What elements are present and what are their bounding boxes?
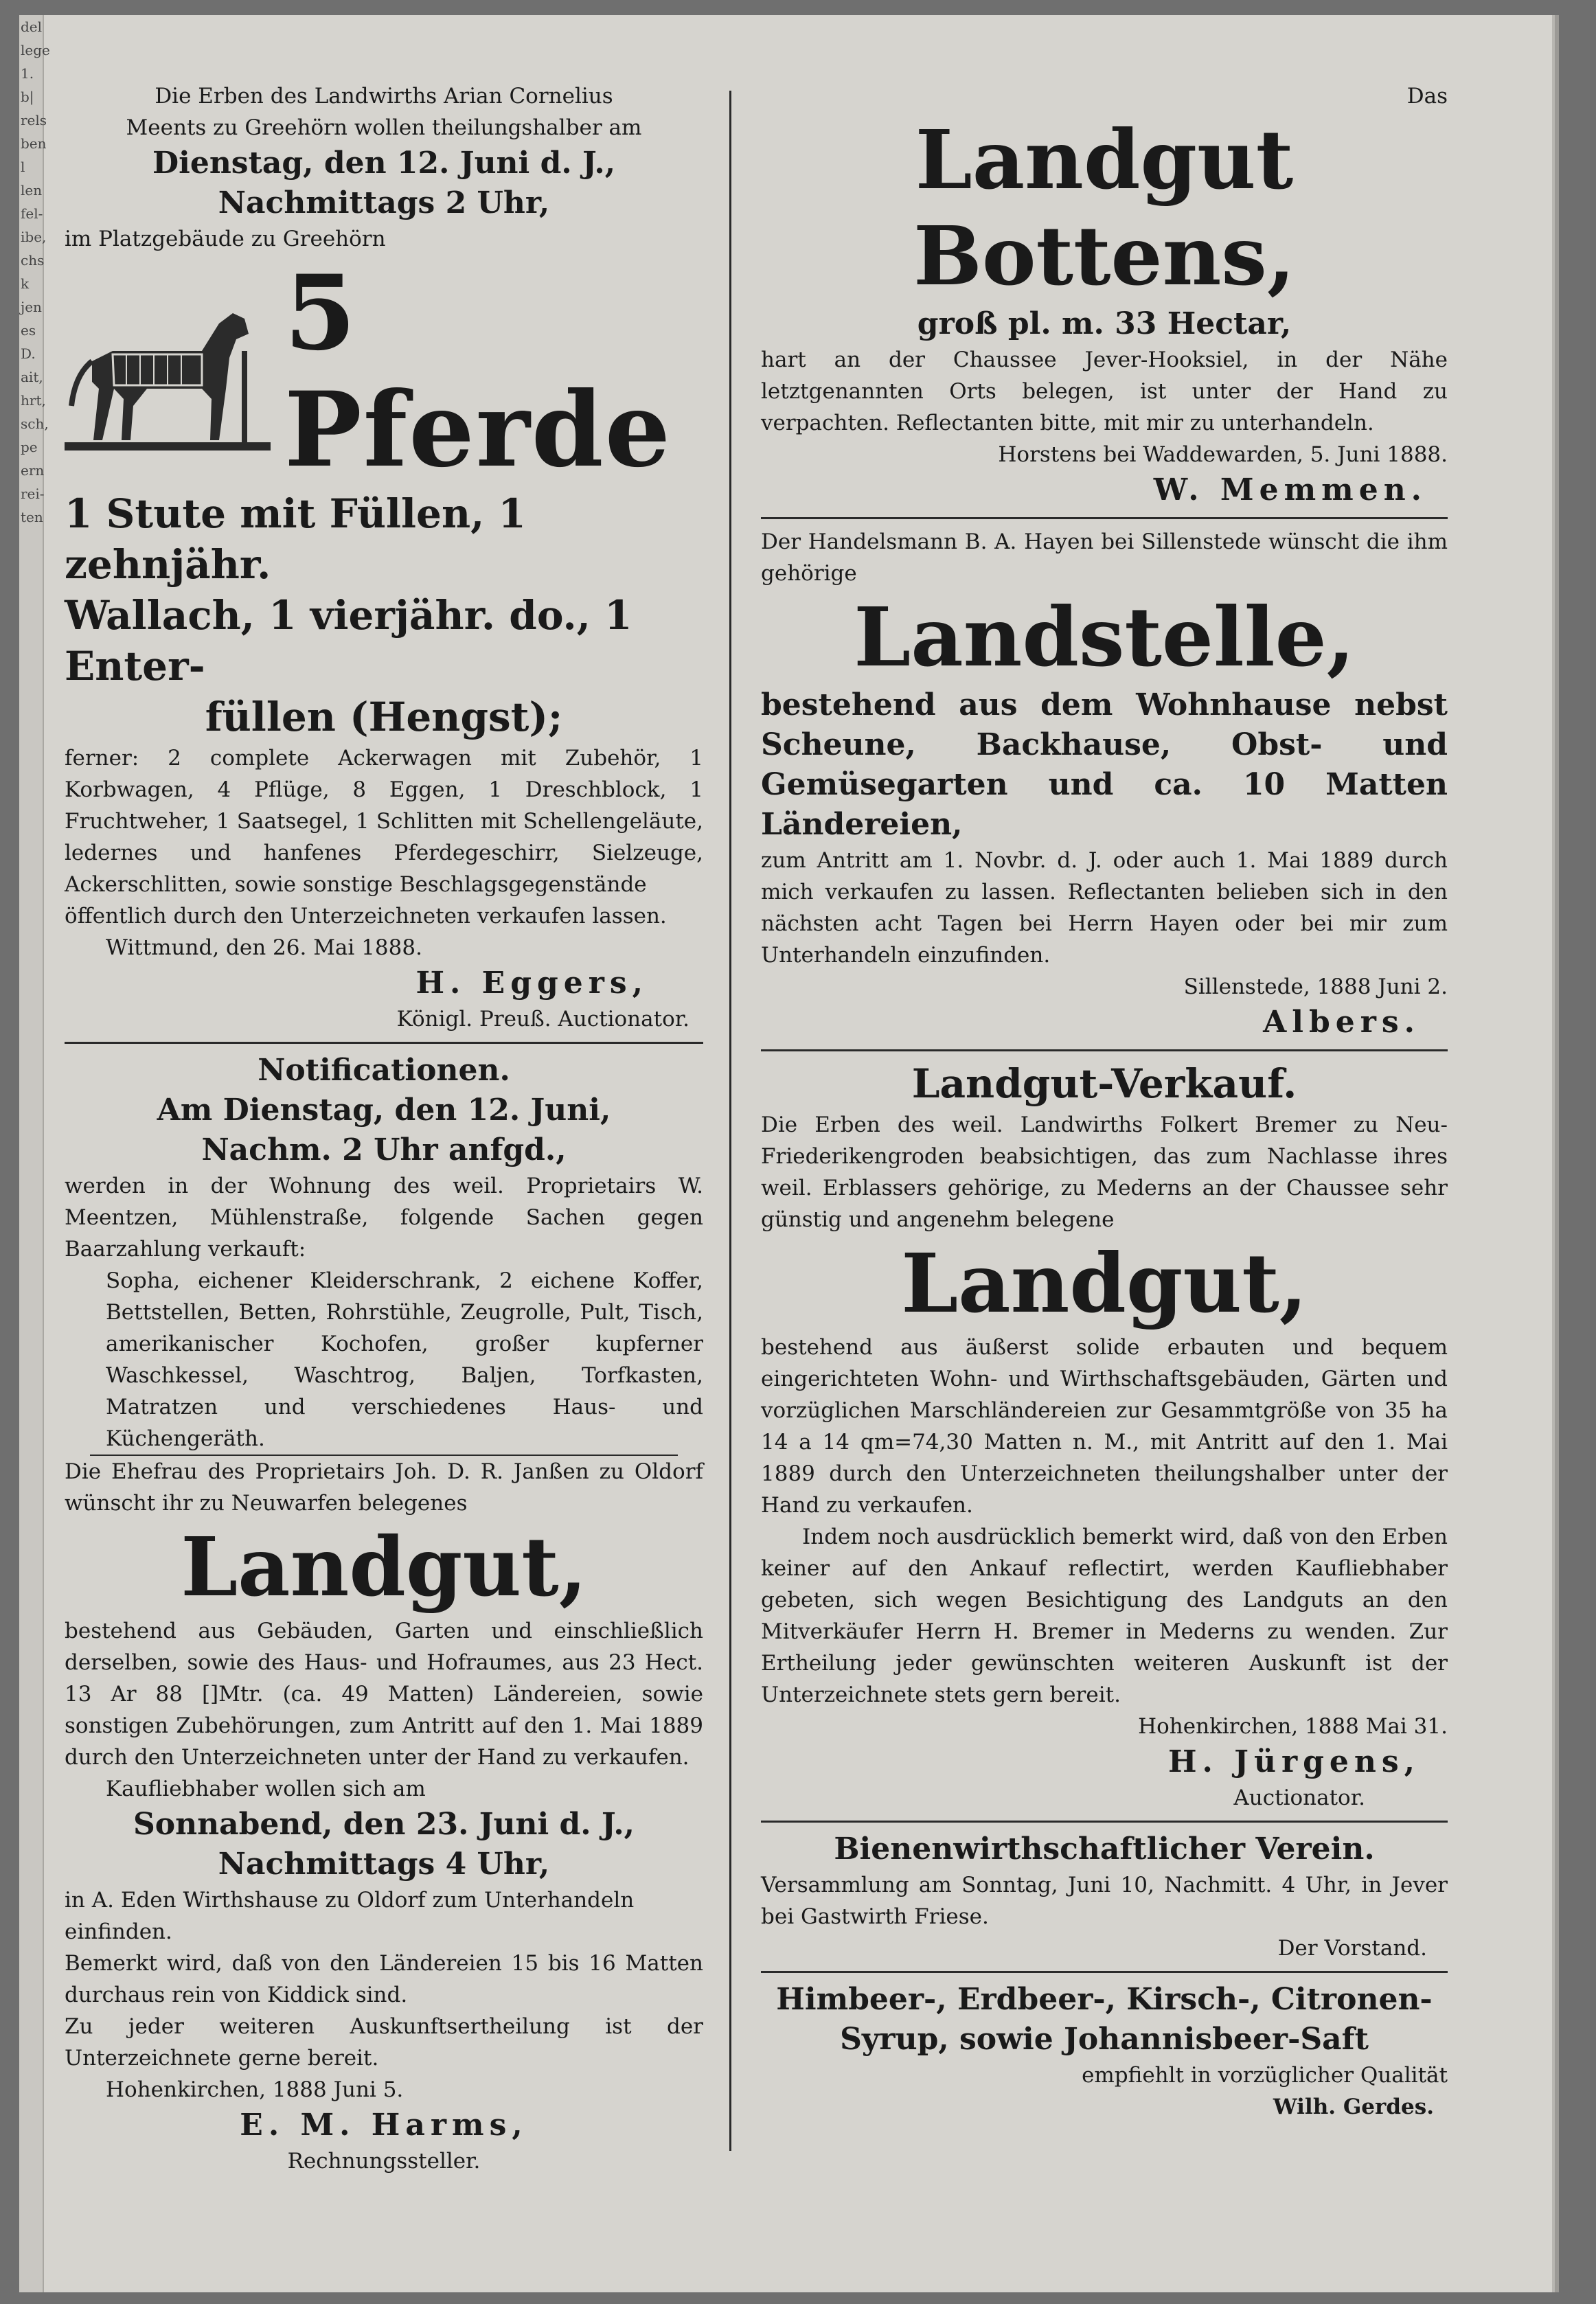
ad-kauf: Kaufliebhaber wollen sich am <box>106 1777 426 1801</box>
strip-text: l <box>21 159 25 175</box>
strip-text: ten <box>21 509 43 525</box>
adjacent-page-strip <box>19 15 50 2292</box>
strip-text: ait, <box>21 369 43 385</box>
ad-headline: Syrup, sowie Johannisbeer-Saft <box>840 2022 1369 2057</box>
strip-text: del <box>21 19 43 35</box>
ad-intro: Der Handelsmann B. A. Hayen bei Sillenstede wünscht die ihm gehörige <box>761 529 1448 586</box>
ad-headline: Landstelle, <box>854 589 1355 685</box>
section-heading: Bienenwirthschaftlicher Verein. <box>834 1832 1375 1867</box>
ad-note: Bemerkt wird, daß von den Ländereien 15 bis 16 Matten durchaus rein von Kiddick sind. <box>65 1951 703 2007</box>
ad-body: empfiehlt in vorzüglicher Qualität <box>1082 2063 1448 2088</box>
strip-text: ibe, <box>21 229 47 245</box>
ad-headline: Himbeer-, Erdbeer-, Kirsch-, Citronen- <box>776 1982 1433 2017</box>
ad-divider <box>65 1042 703 1044</box>
strip-text: chs <box>21 252 45 269</box>
ad-place: im Platzgebäude zu Greehörn <box>65 227 386 251</box>
horse-icon <box>65 286 271 457</box>
strip-text: pe <box>21 439 38 455</box>
ad-intro: Die Ehefrau des Proprietairs Joh. D. R. Janßen zu Oldorf wünscht ihr zu Neuwarfen belegenes <box>65 1459 703 1516</box>
ad-signer-title: Auctionator. <box>1233 1786 1365 1810</box>
ad-dateline: Hohenkirchen, 1888 Mai 31. <box>1138 1714 1448 1739</box>
ad-body: Versammlung am Sonntag, Juni 10, Nachmitt. 4 Uhr, in Jever bei Gastwirth Friese. <box>761 1873 1448 1929</box>
strip-text: D. <box>21 345 36 362</box>
ad-animals: füllen (Hengst); <box>205 694 563 740</box>
ad-note: Zu jeder weiteren Auskunftsertheilung ist der Unterzeichnete gerne bereit. <box>65 2014 703 2071</box>
strip-text: sch, <box>21 415 49 432</box>
ad-divider <box>761 1821 1448 1823</box>
strip-text: lege <box>21 42 50 58</box>
ad-intro: Die Erben des Landwirths Arian Cornelius <box>155 84 613 109</box>
ad-signer: Wilh. Gerdes. <box>1273 2095 1434 2119</box>
ad-size: groß pl. m. 33 Hectar, <box>917 306 1292 341</box>
ad-signer: H. Jürgens, <box>1167 1744 1420 1779</box>
strip-text: rei- <box>21 486 45 502</box>
ad-headline: Landgut, <box>181 1519 587 1615</box>
ad-subheadline: bestehend aus dem Wohnhause nebst Scheune, Backhause, Obst- und Gemüsegarten und ca. 10 Matten Ländereien, <box>761 687 1448 842</box>
ad-divider <box>761 517 1448 519</box>
strip-text: hrt, <box>21 392 46 409</box>
strip-text: jen <box>21 299 42 315</box>
ad-body: werden in der Wohnung des weil. Proprietairs W. Meentzen, Mühlenstraße, folgende Sachen gegen Baarzahlung verkauft: <box>65 1174 703 1262</box>
horse-headline-row <box>65 255 703 488</box>
strip-text: es <box>21 322 36 339</box>
strip-text: rels <box>21 112 47 128</box>
ad-animals: Wallach, 1 vierjähr. do., 1 Enter- <box>65 592 632 689</box>
ad-dateline: Hohenkirchen, 1888 Juni 5. <box>106 2077 404 2102</box>
ad-pferde <box>65 80 703 1035</box>
ad-date: Am Dienstag, den 12. Juni, <box>157 1093 611 1128</box>
ad-intro: Das <box>1406 84 1448 109</box>
ad-animals: 1 Stute mit Füllen, 1 zehnjähr. <box>65 490 526 588</box>
ad-bottens <box>761 80 1448 510</box>
ad-headline: Landgut, <box>901 1235 1308 1331</box>
ad-dateline: Wittmund, den 26. Mai 1888. <box>106 935 422 960</box>
ad-intro: Meents zu Greehörn wollen theilungshalber am <box>126 115 642 140</box>
column-divider <box>729 91 731 2151</box>
ad-time: Nachm. 2 Uhr anfgd., <box>201 1132 567 1167</box>
ad-divider <box>761 1971 1448 1973</box>
section-heading: Notificationen. <box>258 1053 510 1088</box>
ad-body: zum Antritt am 1. Novbr. d. J. oder auch 1. Mai 1889 durch mich verkaufen zu lassen. Reflectanten belieben sich in den nächsten acht Tagen bei Herrn Hayen oder bei mir zum Unterhandeln einzufinden. <box>761 848 1448 968</box>
ad-bienen <box>761 1829 1448 1964</box>
ad-signer-title: Königl. Preuß. Auctionator. <box>396 1007 689 1031</box>
ad-signer: Albers. <box>1263 1005 1420 1040</box>
ad-body: bestehend aus Gebäuden, Garten und einschließlich derselben, sowie des Haus- und Hofraumes, aus 23 Hect. 13 Ar 88 []Mtr. (ca. 49 Matten) Ländereien, sowie sonstigen Zubehörungen, zum Antritt auf den 1. Mai 1889 durch den Unterzeichneten unter der Hand zu verkaufen. <box>65 1619 703 1770</box>
ad-dateline: Horstens bei Waddewarden, 5. Juni 1888. <box>998 442 1448 467</box>
ad-closing: öffentlich durch den Unterzeichneten verkaufen lassen. <box>65 904 667 928</box>
ad-dateline: Sillenstede, 1888 Juni 2. <box>1183 974 1448 999</box>
ad-headline: Landgut Bottens, <box>913 112 1295 304</box>
ad-date: Sonnabend, den 23. Juni d. J., <box>133 1807 635 1842</box>
strip-text: ern <box>21 462 45 479</box>
ad-note: Indem noch ausdrücklich bemerkt wird, daß von den Erben keiner auf den Ankauf reflectirt, werden Kaufliebhaber gebeten, sich wegen Besichtigung des Landguts an den Mitverkäufer Herrn H. Bremer in Mederns zu wenden. Zur Ertheilung jeder gewünschten weiteren Auskunft ist der Unterzeichnete stets gern bereit. <box>761 1525 1448 1707</box>
ad-body: hart an der Chaussee Jever-Hooksiel, in der Nähe letztgenannten Orts belegen, ist unter der Hand zu verpachten. Reflectanten bitte, mit mir zu unterhandeln. <box>761 347 1448 435</box>
ad-notifications <box>65 1051 703 1455</box>
strip-text: k <box>21 275 30 292</box>
ad-items: ferner: 2 complete Ackerwagen mit Zubehör, 1 Korbwagen, 4 Pflüge, 8 Eggen, 1 Dreschblock, 1 Fruchtweher, 1 Saatsegel, 1 Schlitten mit Schellengeläute, ledernes und hanfenes Pferdegeschirr, Sielzeuge, Ackerschlitten, sowie sonstige Beschlagsgegenstände <box>65 746 703 897</box>
ad-date: Dienstag, den 12. Juni d. J., <box>152 146 616 181</box>
ad-time: Nachmittags 4 Uhr, <box>218 1847 550 1882</box>
strip-text: fel- <box>21 205 43 222</box>
newspaper-page <box>19 15 1552 2292</box>
section-heading: Landgut-Verkauf. <box>911 1060 1297 1107</box>
left-column <box>65 80 703 2177</box>
ad-landstelle <box>761 526 1448 1042</box>
ad-signer: E. M. Harms, <box>240 2108 528 2143</box>
ad-intro: Die Erben des weil. Landwirths Folkert Bremer zu Neu-Friederikengroden beabsichtigen, das zum Nachlasse ihres weil. Erblassers gehörige, zu Mederns an der Chaussee sehr günstig und angenehm belegene <box>761 1113 1448 1232</box>
ad-signer: W. Memmen. <box>1153 472 1427 507</box>
ad-headline: 5 Pferde <box>284 253 672 490</box>
ad-place: in A. Eden Wirthshause zu Oldorf zum Unterhandeln einfinden. <box>65 1888 635 1944</box>
ad-items: Sopha, eichener Kleiderschrank, 2 eichene Koffer, Bettstellen, Betten, Rohrstühle, Zeugrolle, Pult, Tisch, amerikanischer Kochofen, großer kupferner Waschkessel, Waschtrog, Baljen, Torfkasten, Matratzen und verschiedenes Haus- und Küchengeräth. <box>106 1268 703 1451</box>
strip-text: ben <box>21 135 47 152</box>
ad-signer-title: Rechnungssteller. <box>287 2149 481 2174</box>
ad-signer: Der Vorstand. <box>1277 1936 1427 1961</box>
ad-body: bestehend aus äußerst solide erbauten und bequem eingerichteten Wohn- und Wirthschaftsgebäuden, Gärten und vorzüglichen Marschländereien zur Gesammtgröße von 35 ha 14 a 14 qm=74,30 Matten n. M., mit Antritt auf den 1. Mai 1889 durch den Unterzeichneten theilungshalber unter der Hand zu verkaufen. <box>761 1335 1448 1518</box>
ad-landgut-oldorf <box>65 1456 703 2177</box>
strip-text: len <box>21 182 43 198</box>
strip-text: b| <box>21 89 34 105</box>
strip-text: 1. <box>21 65 34 82</box>
ad-verkauf <box>761 1058 1448 1814</box>
ad-divider <box>761 1049 1448 1051</box>
ad-syrup <box>761 1980 1448 2123</box>
ad-signer: H. Eggers, <box>415 966 648 1001</box>
ad-time: Nachmittags 2 Uhr, <box>218 185 550 220</box>
right-column <box>761 80 1448 2123</box>
